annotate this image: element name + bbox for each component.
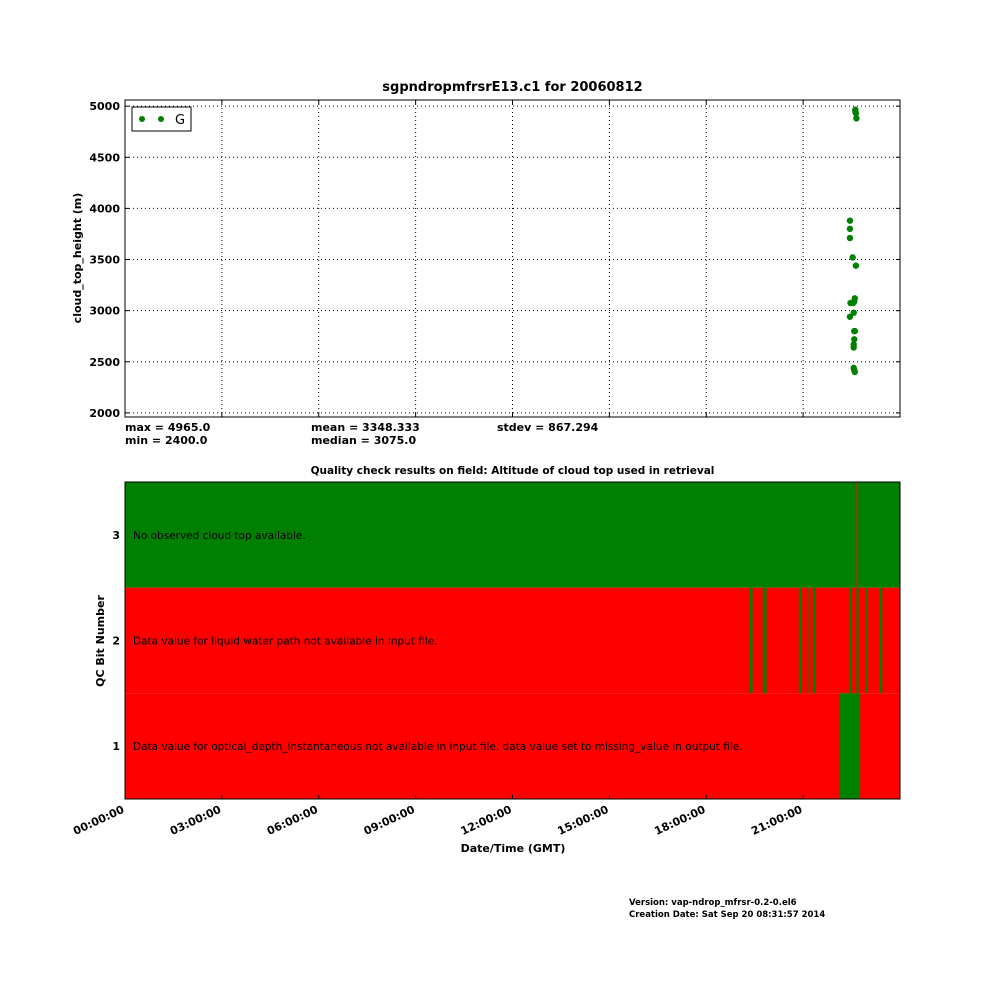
scatter-point	[852, 369, 858, 375]
scatter-y-tick-label: 2500	[89, 355, 120, 369]
scatter-y-tick-label: 2000	[89, 406, 120, 420]
time-axis-tick-label: 12:00:00	[458, 802, 514, 838]
scatter-point	[847, 226, 853, 232]
footer-creation-date: Creation Date: Sat Sep 20 08:31:57 2014	[629, 910, 826, 920]
scatter-point	[847, 217, 853, 223]
time-axis-tick-label: 03:00:00	[168, 802, 224, 838]
qc-title: Quality check results on field: Altitude of cloud top used in retrieval	[310, 465, 715, 477]
qc-bit-description: Data value for optical_depth_instantaneous not available in input file, data value set to missing_value in output file.	[133, 741, 743, 754]
scatter-point	[852, 328, 858, 334]
stat-min: min = 2400.0	[125, 434, 208, 447]
scatter-point	[851, 344, 857, 350]
qc-segment	[799, 588, 802, 694]
time-axis-tick-label: 21:00:00	[749, 802, 805, 838]
scatter-point	[847, 314, 853, 320]
qc-segment	[856, 588, 858, 694]
qc-bit-label: 3	[112, 528, 120, 542]
footer-version: Version: vap-ndrop_mfrsr-0.2-0.el6	[629, 898, 797, 908]
time-axis-tick-label: 09:00:00	[361, 802, 417, 838]
scatter-point	[847, 235, 853, 241]
scatter-y-tick-label: 5000	[89, 100, 120, 114]
time-axis-tick-label: 15:00:00	[555, 802, 611, 838]
qc-row-labels	[112, 529, 120, 753]
stat-max: max = 4965.0	[125, 421, 211, 434]
stat-mean: mean = 3348.333	[311, 421, 420, 434]
scatter-point	[853, 262, 859, 268]
legend-label-g: G	[175, 113, 186, 128]
qc-segment	[840, 693, 860, 799]
stat-stdev: stdev = 867.294	[497, 421, 599, 434]
scatter-panel	[71, 100, 900, 420]
scatter-y-tick-label: 4500	[89, 151, 120, 165]
qc-x-axis-label: Date/Time (GMT)	[460, 842, 566, 855]
scatter-point	[853, 115, 859, 121]
qc-bit-description: Data value for liquid water path not available in input file.	[133, 635, 438, 648]
stat-median: median = 3075.0	[311, 434, 417, 447]
qc-bit-label: 1	[112, 740, 120, 754]
scatter-point	[851, 298, 857, 304]
qc-y-axis-label: QC Bit Number	[94, 595, 107, 687]
qc-segment	[807, 588, 809, 694]
scatter-y-tick-label: 3000	[89, 304, 120, 318]
qc-segment	[763, 588, 767, 694]
time-axis-tick-label: 18:00:00	[652, 802, 708, 838]
scatter-title: sgpndropmfrsrE13.c1 for 20060812	[382, 80, 643, 95]
qc-bit-description: No observed cloud top available.	[133, 529, 306, 542]
time-axis-ticks	[71, 795, 805, 838]
time-axis-tick-label: 00:00:00	[71, 802, 127, 838]
qc-segment	[813, 588, 816, 694]
qc-heatmap-panel	[71, 482, 900, 855]
scatter-point	[849, 254, 855, 260]
scatter-y-axis-label: cloud_top_height (m)	[71, 192, 84, 324]
qc-segment	[850, 588, 852, 694]
scatter-legend	[132, 107, 191, 131]
qc-segment	[879, 588, 882, 694]
time-axis-tick-label: 06:00:00	[264, 802, 321, 838]
scatter-y-tick-label: 3500	[89, 253, 120, 267]
qc-segment	[749, 588, 752, 694]
qc-bit-label: 2	[112, 634, 120, 648]
qc-segment	[866, 588, 868, 694]
qc-segment	[856, 482, 858, 588]
scatter-y-tick-label: 4000	[89, 202, 120, 216]
